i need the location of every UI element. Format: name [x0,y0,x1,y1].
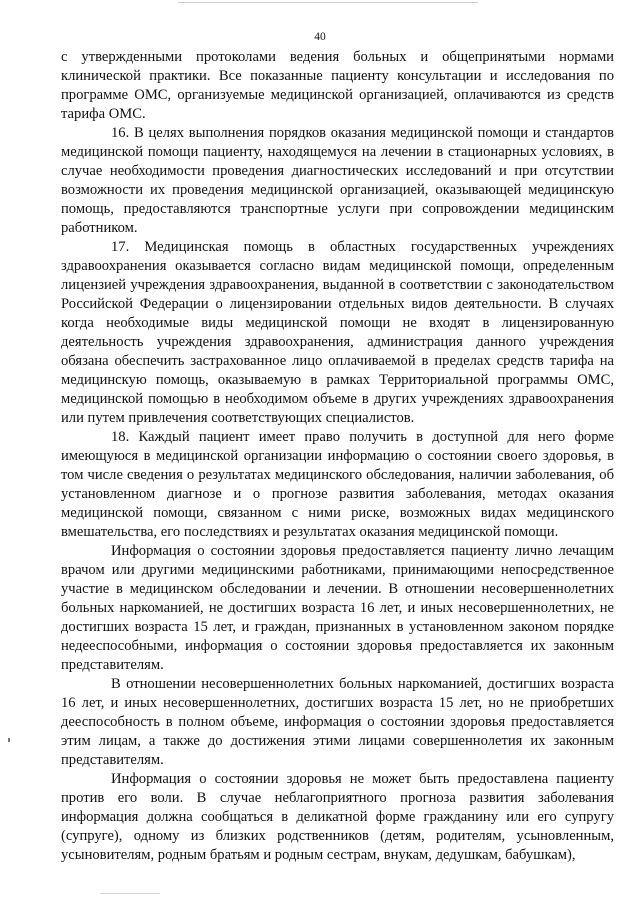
paragraph-against-will: Информация о состоянии здоровья не может быть предоставлена пациенту против его воли. В случае неблагоприятного прогноза развития заболевания информация должна сообщаться в деликатной форме гражданину или его супругу (супруге), одному из близких родственников (детям, родителям, усыновленным, усыновителям, родным братьям и родным сестрам, внукам, дедушкам, бабушкам), [61,771,614,863]
paragraph-18: 18. Каждый пациент имеет право получить в доступной для него форме имеющуюся в медицинской организации информацию о состоянии своего здоровья, в том числе сведения о результатах медицинского обследования, наличии заболевания, об установленном диагнозе и о прогнозе развития заболевания, методах оказания медицинской помощи, связанном с ними риске, возможных видах медицинского вмешательства, его последствиях и результатах оказания медицинской помощи. [61,429,614,540]
scan-bottom-mark [100,893,160,894]
paragraph-continuation: с утвержденными протоколами ведения больных и общепринятыми нормами клинической практики. Все показанные пациенту консультации и исследования по программе ОМС, организуемые медицинской организацией, оплачиваются из средств тарифа ОМС. [61,49,614,122]
paragraph-16: 16. В целях выполнения порядков оказания медицинской помощи и стандартов медицинской помощи пациенту, находящемуся на лечении в стационарных условиях, в случае необходимости проведения диагностических исследований и при отсутствии возможности их проведения медицинской организацией, оказывающей медицинскую помощь, предоставляются транспортные услуги при сопровождении медицинским работником. [61,125,614,236]
paragraph-info-provision: Информация о состоянии здоровья предоставляется пациенту лично лечащим врачом или другими медицинскими работниками, принимающими непосредственное участие в медицинском обследовании и лечении. В отношении несовершеннолетних больных наркоманией, не достигших возраста 16 лет, и иных несовершеннолетних, не достигших возраста 15 лет, и граждан, признанных в установленном законом порядке недееспособными, информация о состоянии здоровья предоставляется их законным представителям. [61,543,614,673]
paragraph-minors: В отношении несовершеннолетних больных наркоманией, достигших возраста 16 лет, и иных несовершеннолетних, достигших возраста 15 лет, но не приобретших дееспособность в полном объеме, информация о состоянии здоровья предоставляется этим лицам, а также до достижения этими лицами совершеннолетия их законным представителям. [61,676,614,768]
document-body [61,48,614,865]
scan-top-rule [178,2,478,3]
page-number: 40 [314,31,326,43]
paragraph-17: 17. Медицинская помощь в областных государственных учреждениях здравоохранения оказывается согласно видам медицинской помощи, определенным лицензией учреждения здравоохранения, выданной в соответствии с законодательством Российской Федерации о лицензировании отдельных видов деятельности. В случаях когда необходимые виды медицинской помощи не входят в лицензированную деятельность учреждения здравоохранения, администрация данного учреждения обязана обеспечить застрахованное лицо оплачиваемой в пределах средств тарифа на медицинскую помощь, оказываемую в рамках Территориальной программы ОМС, медицинской помощью в необходимом объеме в других учреждениях здравоохранения или путем привлечения соответствующих специалистов. [61,239,614,426]
scan-edge-mark [8,738,10,742]
